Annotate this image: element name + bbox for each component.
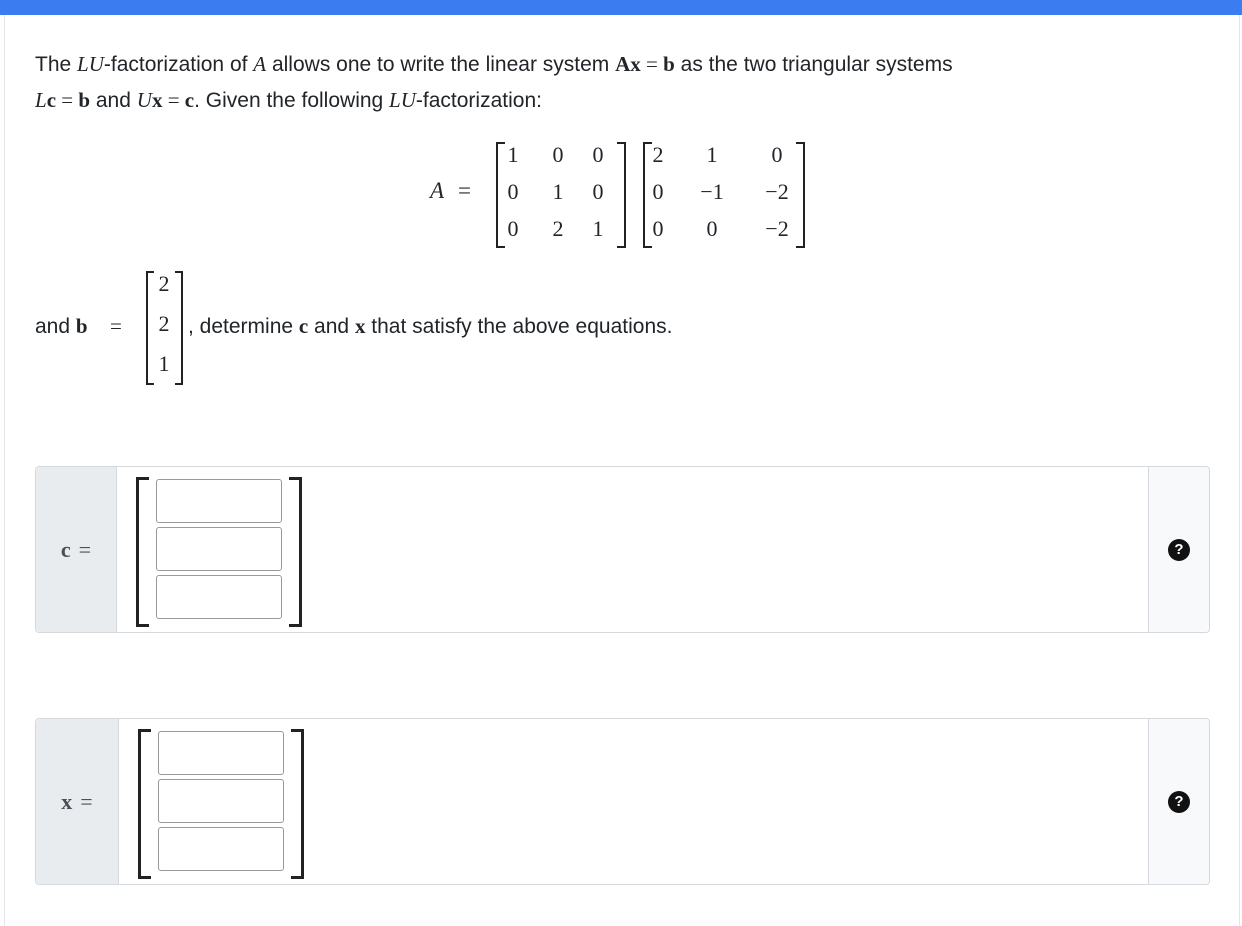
left-bracket	[136, 477, 149, 627]
matrix-cell: 0	[507, 216, 519, 241]
math-b: b	[663, 52, 675, 76]
c-entry-1-input[interactable]	[156, 479, 282, 523]
math-L: L	[35, 88, 47, 112]
text: , determine	[188, 315, 299, 338]
problem-line-2	[35, 86, 542, 115]
matrix-cell: 1	[552, 179, 564, 204]
label-symbol: x	[61, 788, 73, 814]
math-c: c	[298, 314, 309, 338]
math-A: A	[430, 178, 445, 203]
matrix-cell: −2	[765, 179, 789, 204]
right-bracket	[796, 142, 805, 248]
help-button[interactable]	[1148, 719, 1209, 884]
left-bracket	[138, 729, 151, 879]
x-entry-2-input[interactable]	[158, 779, 284, 823]
right-bracket	[617, 142, 626, 248]
math-eq: =	[640, 52, 664, 76]
c-entry-3-input[interactable]	[156, 575, 282, 619]
math-LU: LU	[389, 88, 416, 112]
help-button[interactable]	[1148, 467, 1209, 632]
answer-x-group	[35, 718, 1210, 885]
matrix-cell: 2	[552, 216, 564, 241]
answer-x-label	[36, 719, 119, 884]
text	[35, 312, 88, 341]
text: and	[90, 89, 137, 112]
answer-c-group	[35, 466, 1210, 633]
question-icon[interactable]: ?	[1168, 539, 1190, 561]
math-eq: =	[458, 178, 471, 203]
math-eq: =	[162, 88, 185, 112]
math-U: U	[136, 88, 152, 112]
text: as the two triangular systems	[674, 53, 953, 76]
matrix-cell: −2	[765, 216, 789, 241]
matrix-cell: 0	[552, 142, 564, 167]
matrix-cell: −1	[700, 179, 724, 204]
math-Ax: Ax	[615, 52, 641, 76]
text	[188, 312, 672, 341]
c-entry-2-input[interactable]	[156, 527, 282, 571]
matrix-cell: 0	[771, 142, 783, 167]
math-x: x	[354, 314, 366, 338]
text: The	[35, 53, 78, 76]
math-b: b	[75, 314, 88, 338]
question-icon[interactable]: ?	[1168, 791, 1190, 813]
text: -factorization of	[103, 53, 254, 76]
vector-cell: 1	[158, 351, 170, 376]
math-x: x	[151, 88, 163, 112]
matrix-cell: 1	[507, 142, 519, 167]
matrix-cell: 0	[507, 179, 519, 204]
right-bracket	[289, 477, 302, 627]
label-eq: =	[78, 536, 92, 562]
text: and	[308, 315, 355, 338]
math-eq: =	[110, 314, 122, 338]
text: allows one to write the linear system	[266, 53, 616, 76]
math-A: A	[253, 52, 267, 76]
matrix-cell: 0	[652, 216, 664, 241]
math-c: c	[46, 88, 57, 112]
label-symbol: c	[60, 536, 71, 562]
label-eq: =	[80, 788, 93, 814]
math-c: c	[184, 88, 195, 112]
math-LU: LU	[77, 52, 104, 76]
right-bracket	[291, 729, 304, 879]
vector-cell: 2	[158, 311, 170, 336]
math-b: b	[78, 88, 91, 112]
text: that satisfy the above equations.	[365, 315, 673, 338]
matrix-cell: 1	[706, 142, 718, 167]
top-accent-bar	[0, 0, 1242, 15]
problem-line-1	[35, 50, 953, 79]
matrix-cell: 0	[592, 142, 604, 167]
matrix-cell: 2	[652, 142, 664, 167]
matrix-cell: 0	[592, 179, 604, 204]
text: . Given the following	[194, 89, 390, 112]
answer-c-label	[36, 467, 117, 632]
math-eq: =	[56, 88, 79, 112]
text: and	[35, 315, 76, 338]
x-entry-3-input[interactable]	[158, 827, 284, 871]
matrix-cell: 0	[652, 179, 664, 204]
matrix-cell: 1	[592, 216, 604, 241]
matrix-cell: 0	[706, 216, 718, 241]
text: -factorization:	[415, 89, 542, 112]
vector-cell: 2	[158, 271, 170, 296]
x-entry-1-input[interactable]	[158, 731, 284, 775]
